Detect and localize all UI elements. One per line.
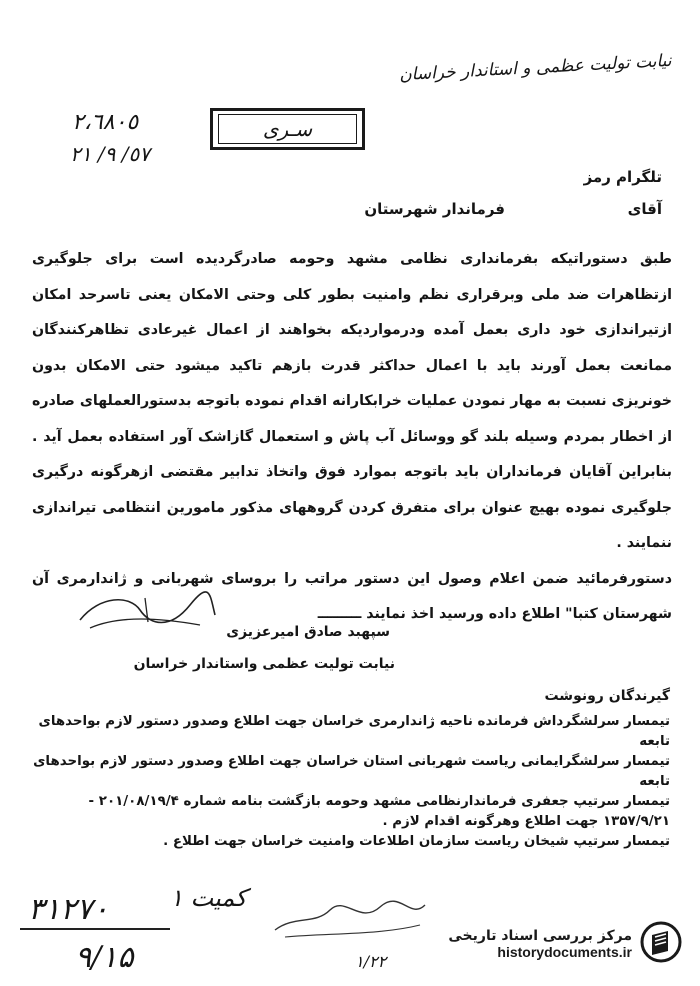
signatory-title: نیابت تولیت عظمی واستاندار خراسان bbox=[133, 656, 395, 672]
body-paragraph: دستورفرمائید ضمن اعلام وصول این دستور مراتب را بروسای شهربانی و ژاندارمری آن شهرستان کتبا" اطلاع داده ورسید اخذ نمایند ـــــــــ bbox=[32, 570, 672, 622]
reference-date: ٥٧/ ٩/ ٢١ bbox=[70, 142, 150, 166]
recipient-item: تیمسار سرتیپ شیخان ریاست سازمان اطلاعات وامنیت خراسان جهت اطلاع . bbox=[163, 834, 670, 849]
addressee: فرماندار شهرستان bbox=[364, 200, 505, 218]
handwritten-small-number: ۹/۱۵ bbox=[75, 940, 134, 975]
secret-stamp bbox=[210, 108, 365, 150]
recipient-item: تیمسار سرلشگرایمانی ریاست شهربانی استان خراسان جهت اطلاع وصدور دستور لازم بواحدهای تابعه bbox=[33, 754, 670, 789]
recipient-item: تیمسار سرلشگرداش فرمانده ناحیه ژاندارمری خراسان جهت اطلاع وصدور دستور لازم بواحدهای تابعه bbox=[38, 714, 670, 749]
reference-number: ۲،٦٨٠٥ bbox=[72, 110, 139, 135]
watermark bbox=[448, 921, 682, 967]
signature-scribble bbox=[70, 590, 220, 639]
letter-body bbox=[32, 242, 672, 633]
watermark-name: مرکز بررسی اسناد تاریخی bbox=[448, 928, 632, 944]
handwritten-date: ۱/۲۲ bbox=[355, 952, 387, 971]
document-folder-logo-icon bbox=[640, 921, 682, 967]
signatory-name: سپهبد صادق امیرعزیزی bbox=[226, 624, 390, 640]
salutation: آقای bbox=[627, 200, 662, 218]
recipients-list bbox=[30, 712, 670, 853]
telegram-title: تلگرام رمز bbox=[583, 168, 662, 186]
recipient-item: تیمسار سرتیپ جعفری فرماندارنظامی مشهد وحومه بازگشت بنامه شماره ۲۰۱/۰۸/۱۹/۴ - ۱۳۵۷/۹/۲۱ جهت اطلاع وهرگونه اقدام لازم . bbox=[88, 794, 670, 829]
letterhead: نیابت تولیت عظمی و استاندار خراسان bbox=[398, 50, 673, 86]
secret-stamp-label: سـری bbox=[218, 114, 357, 144]
watermark-url: historydocuments.ir bbox=[497, 944, 632, 960]
handwritten-note: کمیت ۱ bbox=[170, 884, 247, 912]
body-paragraph: طبق دستوراتیکه بفرمانداری نظامی مشهد وحومه صادرگردیده است برای جلوگیری ازتظاهرات ضد ملی وبرقراری نظم وامنیت بطور کلی وحتی الامکان یعنی تاسرحد امکان ازتیراندازی خود داری بعمل آمده ودرمواردیکه بخواهند از اعمال غیرعادی تظاهرکنندگان ممانعت بعمل آورند باید با اعمال حداکثر قدرت بازهم تاکید میشود حتی الامکان بدون خونریزی نسبت به مهار نمودن عملیات خرابکارانه اقدام نموده باتوجه بدستورالعملهای صادره از اخطار بمردم وسیله بلند گو ووسائل آب پاش و استعمال گازاشک آور استفاده بعمل آید . بنابراین آقایان فرمانداران باید باتوجه بموارد فوق واتخاذ تدابیر مقتضی ازهرگونه درگیری جلوگیری نموده بهیچ عنوان برای متفرق کردن گروههای مذکور مامورین انتظامی تیراندازی ننمایند . bbox=[32, 251, 672, 551]
bottom-signature-scribble bbox=[270, 895, 430, 949]
recipients-heading: گیرندگان رونوشت bbox=[544, 688, 670, 704]
handwritten-underline bbox=[20, 928, 170, 930]
handwritten-number: ۳۱۲۷۰ bbox=[28, 892, 109, 927]
